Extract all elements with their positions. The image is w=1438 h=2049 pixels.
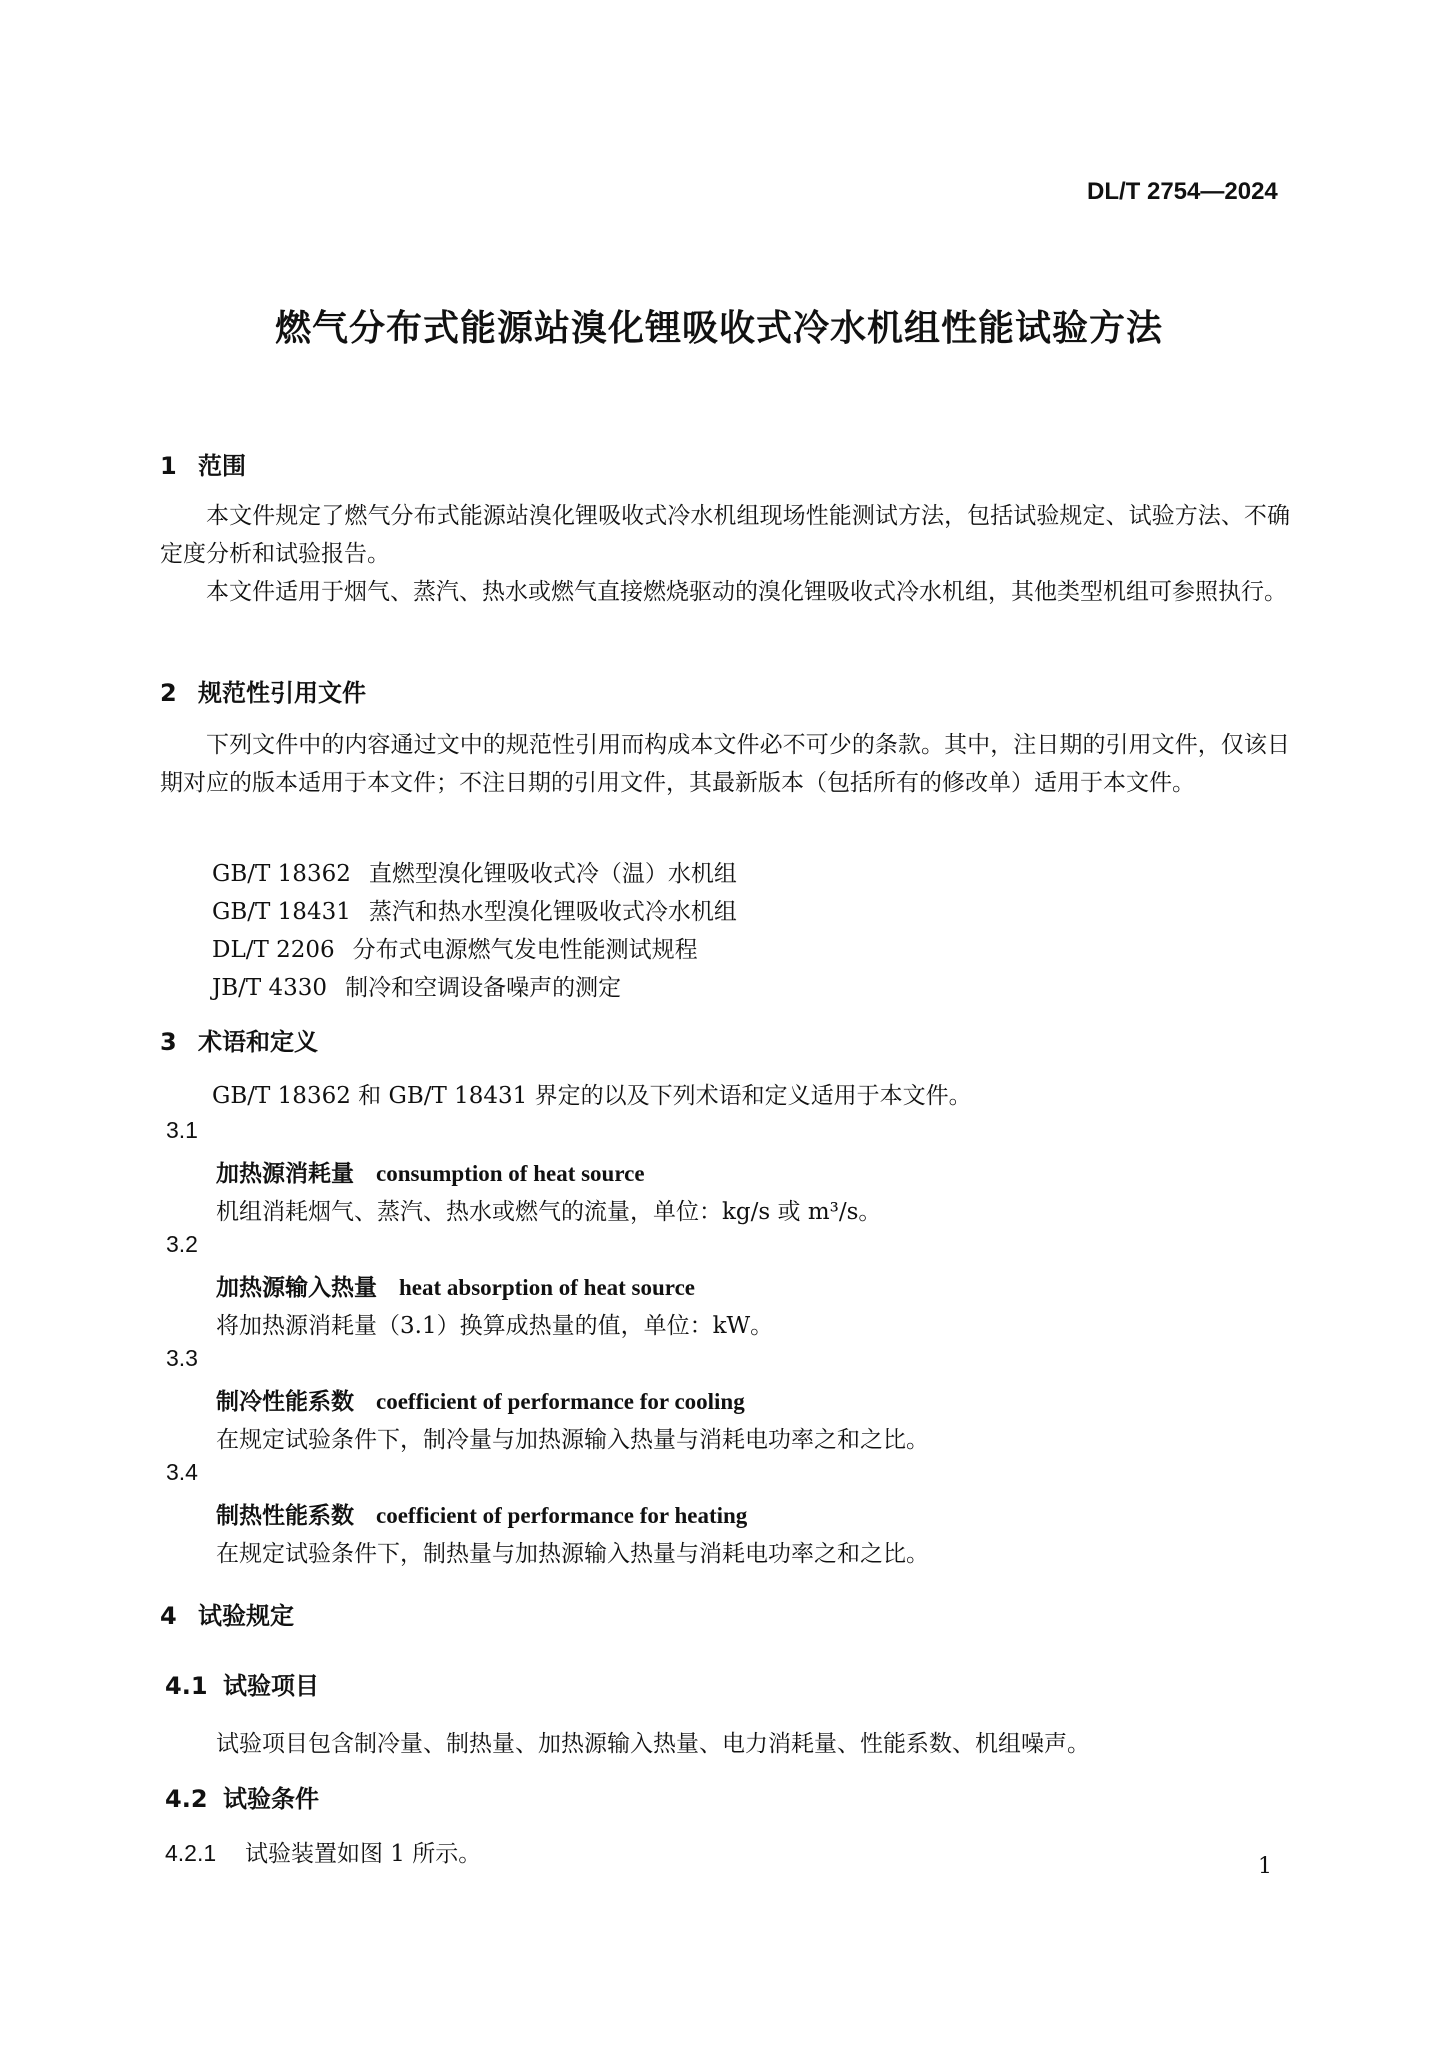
term-number: 3.1	[166, 1117, 198, 1143]
section-title: 试验规定	[198, 1602, 294, 1630]
subsection-title: 试验项目	[223, 1672, 319, 1700]
reference-code: JB/T 4330	[212, 975, 328, 1001]
section-1-para-2: 本文件适用于烟气、蒸汽、热水或燃气直接燃烧驱动的溴化锂吸收式冷水机组，其他类型机组可参照执行。	[206, 579, 1287, 605]
subsection-4-2-heading	[165, 1779, 319, 1814]
section-number: 4	[160, 1602, 177, 1630]
reference-item	[212, 931, 698, 964]
section-title: 范围	[198, 452, 246, 480]
subsection-number: 4.2	[165, 1785, 208, 1813]
term-name-zh: 制冷性能系数	[216, 1389, 354, 1415]
term-name-en: coefficient of performance for cooling	[376, 1389, 745, 1414]
term-name	[216, 1155, 645, 1188]
reference-item	[212, 893, 737, 926]
section-3-heading	[160, 1022, 318, 1057]
section-1-para-1: 本文件规定了燃气分布式能源站溴化锂吸收式冷水机组现场性能测试方法，包括试验规定、试验方法、不确定度分析和试验报告。	[160, 503, 1290, 567]
term-name	[216, 1383, 745, 1416]
term-name-en: coefficient of performance for heating	[376, 1503, 748, 1528]
page-number: 1	[1258, 1854, 1272, 1879]
section-title: 规范性引用文件	[198, 679, 366, 707]
term-definition: 在规定试验条件下，制热量与加热源输入热量与消耗电功率之和之比。	[216, 1541, 929, 1567]
section-1-heading	[160, 446, 246, 481]
section-title: 术语和定义	[198, 1028, 318, 1056]
reference-code: DL/T 2206	[212, 937, 335, 963]
subsection-number: 4.1	[165, 1672, 208, 1700]
section-number: 3	[160, 1028, 177, 1056]
reference-item	[212, 969, 621, 1002]
term-name-en: consumption of heat source	[376, 1161, 645, 1186]
section-3-intro: GB/T 18362 和 GB/T 18431 界定的以及下列术语和定义适用于本文件。	[212, 1083, 972, 1109]
term-name	[216, 1497, 747, 1530]
subsection-title: 试验条件	[223, 1785, 319, 1813]
section-4-heading	[160, 1596, 294, 1631]
document-title: 燃气分布式能源站溴化锂吸收式冷水机组性能试验方法	[274, 308, 1163, 349]
term-definition: 在规定试验条件下，制冷量与加热源输入热量与消耗电功率之和之比。	[216, 1427, 929, 1453]
term-name-en: heat absorption of heat source	[399, 1275, 696, 1300]
term-definition: 机组消耗烟气、蒸汽、热水或燃气的流量，单位：kg/s 或 m³/s。	[216, 1199, 882, 1225]
clause-4-2-1	[165, 1835, 481, 1868]
reference-title: 直燃型溴化锂吸收式冷（温）水机组	[368, 861, 737, 887]
term-name-zh: 加热源消耗量	[216, 1161, 354, 1187]
term-name-zh: 加热源输入热量	[216, 1275, 377, 1301]
reference-item	[212, 855, 737, 888]
reference-code: GB/T 18431	[212, 899, 351, 925]
subsection-4-1-heading	[165, 1666, 319, 1701]
section-2-para-1: 下列文件中的内容通过文中的规范性引用而构成本文件必不可少的条款。其中，注日期的引用文件，仅该日期对应的版本适用于本文件；不注日期的引用文件，其最新版本（包括所有的修改单）适用于本文件。	[160, 732, 1290, 796]
term-name-zh: 制热性能系数	[216, 1503, 354, 1529]
subsection-4-1-text: 试验项目包含制冷量、制热量、加热源输入热量、电力消耗量、性能系数、机组噪声。	[216, 1731, 1090, 1757]
reference-code: GB/T 18362	[212, 861, 351, 887]
reference-title: 蒸汽和热水型溴化锂吸收式冷水机组	[368, 899, 737, 925]
term-number: 3.3	[166, 1345, 198, 1371]
standard-code: DL/T 2754—2024	[1087, 178, 1278, 205]
reference-title: 制冷和空调设备噪声的测定	[345, 975, 622, 1001]
clause-text: 试验装置如图 1 所示。	[245, 1841, 482, 1867]
term-number: 3.4	[166, 1459, 198, 1485]
term-definition: 将加热源消耗量（3.1）换算成热量的值，单位：kW。	[216, 1313, 774, 1339]
term-name	[216, 1269, 695, 1302]
section-2-heading	[160, 673, 366, 708]
section-number: 1	[160, 452, 177, 480]
section-number: 2	[160, 679, 177, 707]
term-number: 3.2	[166, 1231, 198, 1257]
reference-title: 分布式电源燃气发电性能测试规程	[352, 937, 698, 963]
clause-number: 4.2.1	[165, 1840, 217, 1866]
